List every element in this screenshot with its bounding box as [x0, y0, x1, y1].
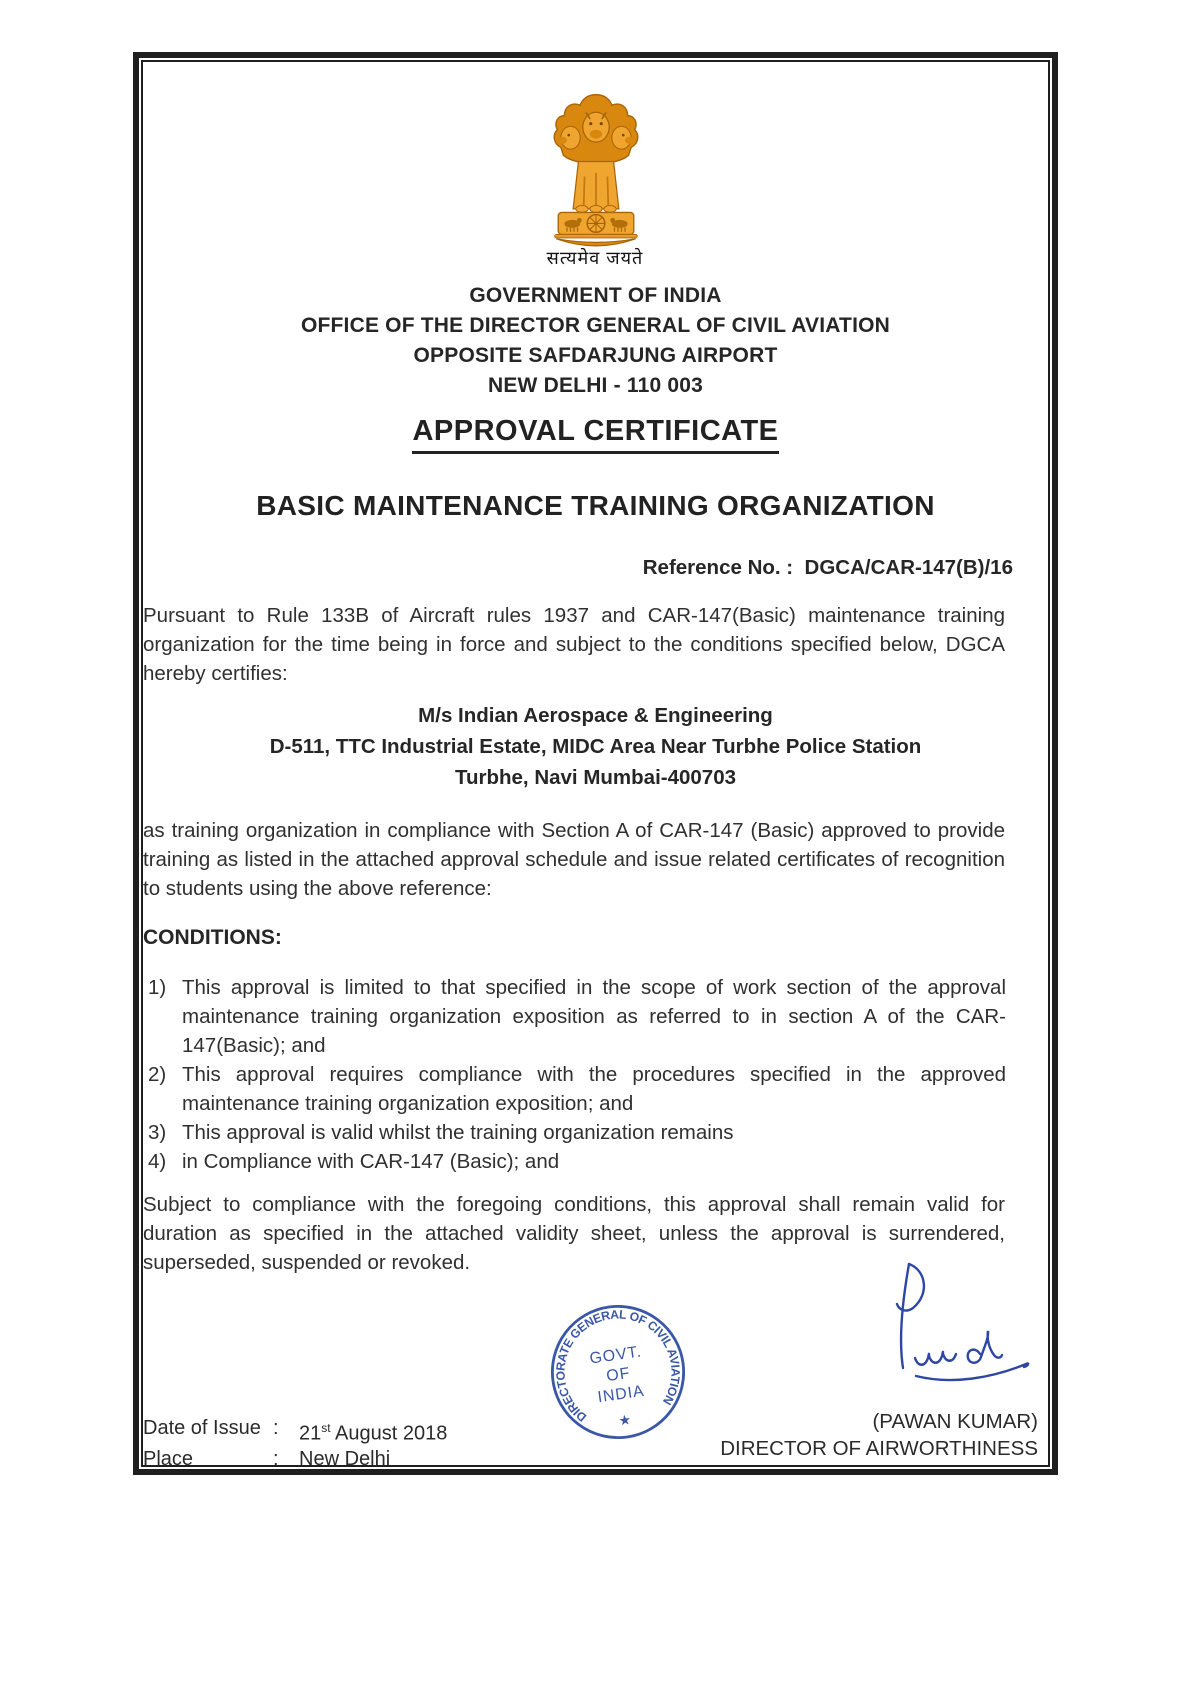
conditions-heading: CONDITIONS:: [143, 926, 282, 949]
letterhead: [133, 281, 1058, 401]
reference-value: DGCA/CAR-147(B)/16: [804, 556, 1013, 579]
date-of-issue-colon: :: [273, 1417, 279, 1439]
date-of-issue-value: [299, 1416, 447, 1447]
certificate-subtitle: BASIC MAINTENANCE TRAINING ORGANIZATION: [256, 490, 935, 521]
condition-item: [148, 973, 1006, 1060]
place-row: [143, 1447, 447, 1472]
signatory-name: (PAWAN KUMAR): [872, 1410, 1038, 1433]
condition-number: 1): [148, 976, 167, 999]
letterhead-govt: GOVERNMENT OF INDIA: [469, 284, 722, 307]
reference-number: [135, 556, 1013, 580]
date-of-issue-label: Date of Issue: [143, 1417, 261, 1439]
condition-number: 4): [148, 1150, 167, 1173]
signatory: [600, 1408, 1038, 1462]
condition-number: 3): [148, 1121, 167, 1144]
svg-text:INDIA: INDIA: [596, 1382, 646, 1407]
signature: [852, 1258, 1042, 1406]
issue-month-year: August 2018: [330, 1422, 448, 1445]
condition-text: This approval is limited to that specified in the scope of work section of the approval maintenance training organization exposition as referred to in section A of the CAR-147(Basic); and: [182, 976, 1006, 1057]
letterhead-address: OPPOSITE SAFDARJUNG AIRPORT: [413, 344, 778, 367]
condition-item: [148, 1118, 1006, 1147]
condition-text: in Compliance with CAR-147 (Basic); and: [182, 1150, 560, 1173]
reference-label: Reference No. :: [642, 556, 794, 579]
condition-item: [148, 1060, 1006, 1118]
organization-block: [133, 700, 1058, 793]
place-value: New Delhi: [299, 1447, 391, 1470]
emblem: [543, 92, 649, 257]
emblem-motto: सत्यमेव जयते: [546, 248, 644, 268]
organization-address-line1: D-511, TTC Industrial Estate, MIDC Area Near Turbhe Police Station: [269, 735, 922, 758]
condition-item: [148, 1147, 1006, 1176]
date-of-issue-row: [143, 1416, 447, 1447]
signature-ink-icon: [852, 1258, 1042, 1406]
organization-address-line2: Turbhe, Navi Mumbai-400703: [454, 766, 736, 789]
intro-paragraph: Pursuant to Rule 133B of Aircraft rules 1937 and CAR-147(Basic) maintenance training organization for the time being in force and subject to the conditions specified below, DGCA hereby certifies:: [143, 604, 1005, 685]
conditions-list: [148, 973, 1006, 1176]
condition-text: This approval requires compliance with the procedures specified in the approved maintenance training organization exposition; and: [182, 1063, 1006, 1115]
certificate-title-row: [133, 415, 1058, 454]
svg-text:OF: OF: [605, 1364, 632, 1386]
issue-ordinal: st: [321, 1421, 331, 1435]
lion-capital-emblem: [543, 92, 649, 252]
grant-paragraph: as training organization in compliance with Section A of CAR-147 (Basic) approved to provide training as listed in the attached approval schedule and issue related certificates of recognition to students using the above reference:: [143, 819, 1005, 900]
svg-text:DIRECTORATE GENERAL OF CIVIL A: DIRECTORATE GENERAL OF CIVIL AVIATION: [553, 1307, 683, 1425]
signatory-title: DIRECTOR OF AIRWORTHINESS: [720, 1437, 1038, 1460]
certificate-title: APPROVAL CERTIFICATE: [412, 415, 778, 454]
letterhead-office: OFFICE OF THE DIRECTOR GENERAL OF CIVIL AVIATION: [300, 314, 891, 337]
letterhead-city: NEW DELHI - 110 003: [487, 374, 704, 397]
place-colon: :: [273, 1447, 279, 1470]
issue-day: 21: [299, 1422, 322, 1445]
closing-paragraph: Subject to compliance with the foregoing conditions, this approval shall remain valid for duration as specified in the attached validity sheet, unless the approval is surrendered, superseded, suspended or revoked.: [143, 1193, 1005, 1274]
svg-text:GOVT.: GOVT.: [588, 1343, 643, 1368]
condition-number: 2): [148, 1063, 167, 1086]
organization-name: M/s Indian Aerospace & Engineering: [418, 704, 773, 727]
place-label: Place: [143, 1447, 194, 1470]
svg-text:★: ★: [617, 1412, 633, 1430]
issue-details: [143, 1416, 447, 1472]
condition-text: This approval is valid whilst the training organization remains: [182, 1121, 734, 1144]
